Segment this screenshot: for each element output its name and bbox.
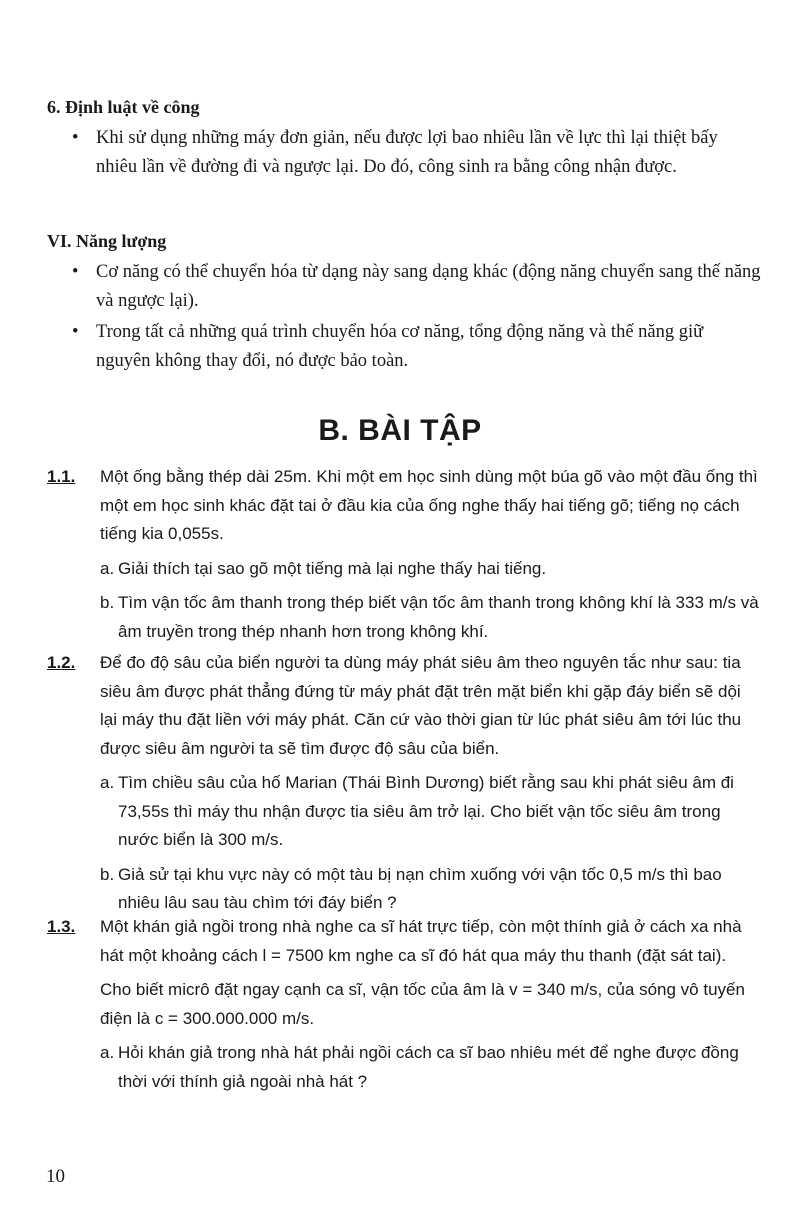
exercise-1-2	[47, 649, 762, 924]
exercise-text-continued: Cho biết micrô đặt ngay cạnh ca sĩ, vận tốc của âm là v = 340 m/s, của sóng vô tuyến điện là c = 300.000.000 m/s.	[100, 980, 745, 1028]
exercise-part	[100, 861, 762, 918]
part-text: Tìm chiều sâu của hố Marian (Thái Bình Dương) biết rằng sau khi phát siêu âm đi 73,55s thì máy thu nhận được tia siêu âm trở lại. Cho biết vận tốc siêu âm trong nước biển là 300 m/s.	[118, 773, 734, 849]
part-text: Tìm vận tốc âm thanh trong thép biết vận tốc âm thanh trong không khí là 333 m/s và âm truyền trong thép nhanh hơn trong không khí.	[118, 593, 759, 641]
part-label: a.	[100, 1043, 115, 1062]
exercise-number: 1.3.	[47, 917, 76, 936]
part-label: a.	[100, 773, 115, 792]
page-number: 10	[46, 1166, 65, 1187]
part-text: Giải thích tại sao gõ một tiếng mà lại nghe thấy hai tiếng.	[118, 558, 547, 578]
exercise-part	[100, 589, 762, 646]
part-label: b.	[100, 593, 115, 612]
bullet-item: • Khi sử dụng những máy đơn giản, nếu được lợi bao nhiêu lần về lực thì lại thiệt bấy nhiêu lần về đường đi và ngược lại. Do đó, công sinh ra bằng công nhận được.	[72, 124, 762, 182]
exercise-1-3	[47, 913, 762, 1102]
exercise-part	[100, 1039, 762, 1096]
bullet-item: • Trong tất cả những quá trình chuyển hóa cơ năng, tổng động năng và thế năng giữ nguyên không thay đổi, nó được bảo toàn.	[72, 318, 762, 376]
part-label: b.	[100, 864, 115, 884]
exercise-text: Một khán giả ngồi trong nhà nghe ca sĩ hát trực tiếp, còn một thính giả ở cách xa nhà hát một khoảng cách l = 7500 km nghe ca sĩ đó hát qua máy thu thanh (đặt sát tai).	[100, 917, 742, 965]
section-vi-heading: VI. Năng lượng	[47, 231, 167, 251]
exercise-part	[100, 555, 762, 584]
section-vi-bullets	[72, 258, 762, 378]
bullet-item: • Cơ năng có thể chuyển hóa từ dạng này sang dạng khác (động năng chuyển sang thế năng và ngược lại).	[72, 258, 762, 316]
exercise-1-1	[47, 463, 762, 652]
part-text: Giả sử tại khu vực này có một tàu bị nạn chìm xuống với vận tốc 0,5 m/s thì bao nhiêu lâu sau tàu chìm tới đáy biển ?	[118, 864, 722, 912]
exercise-part	[100, 769, 762, 855]
exercise-number: 1.1.	[47, 467, 76, 486]
exercise-text: Một ống bằng thép dài 25m. Khi một em học sinh dùng một búa gõ vào một đầu ống thì một em học sinh khác đặt tai ở đầu kia của ống nghe thấy hai tiếng gõ; tiếng nọ cách tiếng kia 0,055s.	[100, 467, 758, 543]
part-b-title: B. BÀI TẬP	[318, 414, 482, 447]
section-6-bullets	[72, 124, 762, 184]
exercise-number: 1.2.	[47, 653, 76, 672]
section-6-heading: 6. Định luật về công	[47, 97, 200, 117]
part-text: Hỏi khán giả trong nhà hát phải ngồi cách ca sĩ bao nhiêu mét để nghe được đồng thời với thính giả ngoài nhà hát ?	[118, 1043, 739, 1091]
part-label: a.	[100, 558, 115, 578]
exercise-text: Để đo độ sâu của biển người ta dùng máy phát siêu âm theo nguyên tắc như sau: tia siêu âm được phát thẳng đứng từ máy phát đặt trên mặt biển khi gặp đáy biển sẽ dội lại máy thu đặt liền với máy phát. Căn cứ vào thời gian từ lúc phát siêu âm tới lúc thu được siêu âm người ta sẽ tìm được độ sâu của biển.	[100, 653, 742, 758]
